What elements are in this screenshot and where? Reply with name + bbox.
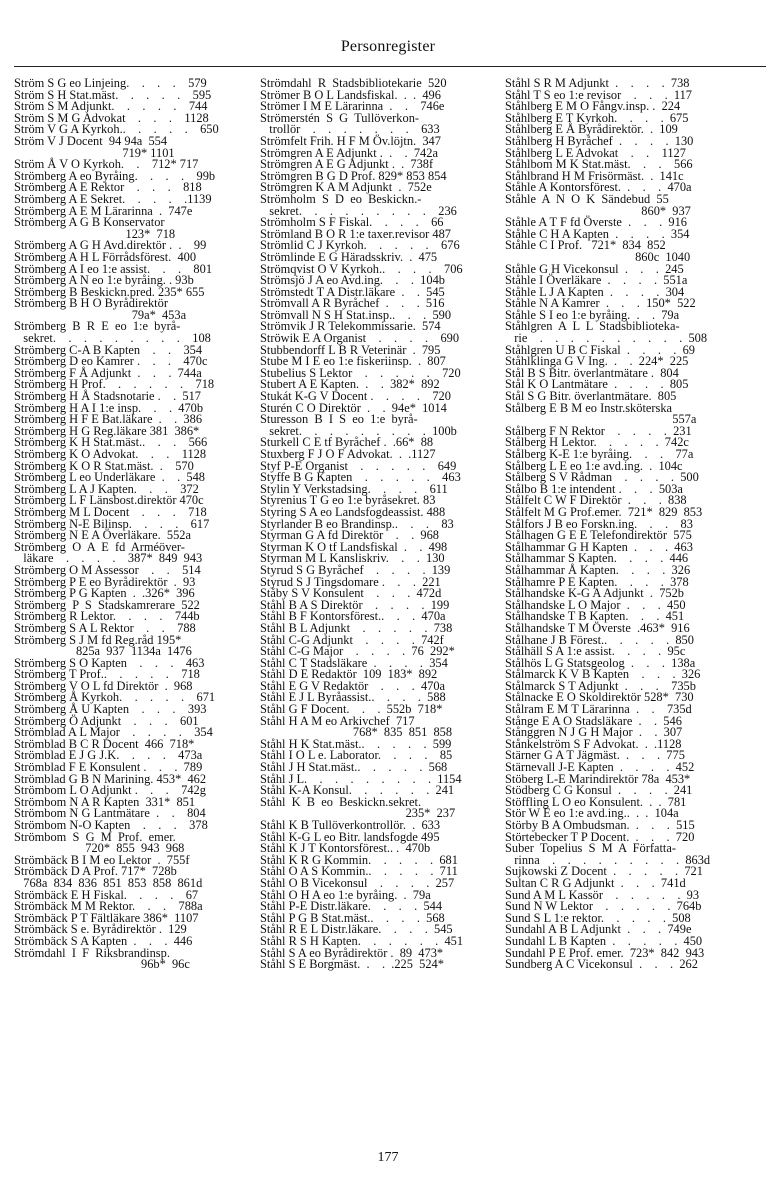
register-entry: Styffe B G Kapten . . . . . 463 [260,470,461,485]
register-entry: Ståhle I Överläkare . . . . 551a [505,273,688,288]
register-entry: Ståhle N A Kamrer . . . 150* 522 [505,296,696,311]
register-entry: 768a 834 836 851 853 858 861d [14,875,203,890]
register-entry: Ståhl H A M eo Arkivchef 717 [260,713,415,728]
register-entry: Strömvall A R Byråchef . . . 516 [260,296,445,311]
register-entry: Ståhl H K Stat.mäst.. . . . . 599 [260,736,452,751]
register-entry: Ståhl O A S Kommin.. . . . . 711 [260,864,458,879]
register-entry: Ståhl K-A Konsul. . . . . . 241 [260,783,455,798]
register-entry: Stålberg S V Rådman . . . . 500 [505,470,699,485]
register-entry: Ståhl J L. . . . . . . . . 1154 [260,771,462,786]
register-entry: Ståhl S R M Adjunkt . . . . 738 [505,76,690,90]
register-entry: 235* 237 [260,806,456,821]
register-entry: Stålhandske T M Överste .463* 916 [505,620,690,635]
register-entry: Strömvik J R Telekommissarie. 574 [260,319,441,334]
register-entry: Ström Å V O Kyrkoh. . 712* 717 [14,157,199,172]
register-entry: Ståhlgren A L L Stadsbiblioteka- [505,319,680,334]
register-entry: Strömberg A N eo 1:e byråing. . 93b [14,273,194,288]
register-entry: Stålhandske K-G A Adjunkt . 752b [505,586,684,601]
register-entry: 768* 835 851 858 [260,725,453,740]
register-entry: rinna . . . . . . . . . 863d [505,852,711,867]
register-entry: Ståhl T S eo 1:e revisor . . . 117 [505,87,692,102]
register-entry: Strömbäck P T Fältläkare 386* 1107 [14,910,199,925]
register-entry: Störby B A Ombudsman. . . . 515 [505,818,695,832]
register-entry: Strömberg B R E eo 1:e byrå- [14,319,181,334]
register-entry: Strömbäck M M Rektor. . . 788a [14,899,203,914]
register-entry: Ståhlberg E M O Fångv.insp. . 224 [505,99,681,114]
register-entry: Styrman K O tf Landsfiskal . . 498 [260,539,448,554]
register-entry: Ståhlklinga G V Ing. . . 224* 225 [505,354,689,369]
register-entry: Strömberg B H O Byrådirektör [14,296,168,311]
register-entry: Ståhl E G V Redaktör . . . 470a [260,678,446,693]
register-entry: Stålhäll S A 1:e assist. . . . 95c [505,644,686,659]
register-entry: Sund S L 1:e rektor. . . . . 508 [505,910,691,925]
register-entry: Strömberg N-E Bilinsp. . . . 617 [14,516,210,531]
register-entry: Ståhl S E Borgmäst. . . .225 524* [260,957,444,972]
register-entry: Ström S M Adjunkt. . . . . 744 [14,99,208,114]
register-entry: Ståhlberg H Byråchef . . . . 130 [505,133,694,148]
register-entry: Stålnacke E O Skoldirektör 528* 730 [505,690,694,705]
register-entry: läkare . . . . 387* 849 943 [14,551,203,566]
register-entry: Strömstedt T A Distr.läkare . . 545 [260,284,445,299]
register-entry: Stålhandske L O Major . . . 450 [505,597,686,612]
register-entry: Strömberg M L Docent . . . 718 [14,504,207,519]
register-entry: Suber Topelius S M A Författa- [505,841,676,856]
register-entry: Strömdahl I F Riksbrandinsp. [14,945,170,960]
register-entry: Stålhammar Å Kapten. . . . 326 [505,562,691,577]
register-entry: Strömberg A E Sekret. . . . .1139 [14,191,212,206]
register-entry: Sundberg A C Vicekonsul . . . 262 [505,957,698,972]
register-entry: Stubelius S Lektor . . . . . 720 [260,365,461,380]
register-entry: Ståhl J H Stat.mäst.. . . . . 568 [260,760,448,775]
register-entry: Strömberg O A E fd Arméöver- [14,539,185,554]
register-entry: rie . . . . . . . . . . 508 [505,331,708,346]
register-entry: Stålfors J B eo Forskn.ing. . . 83 [505,516,693,531]
register-entry: Strömberg P G Kapten . .326* 396 [14,586,195,601]
register-entry: Strömbom L O Adjunkt . . . 742g [14,783,206,798]
register-entry: Strömberg H A I 1:e insp. . . 470b [14,400,204,415]
register-entry: Strömberg V O L fd Direktör . 968 [14,678,193,693]
register-entry: Stånggren N J G H Major . . 307 [505,725,683,740]
register-entry: Sundahl P E Prof. emer. 723* 842 943 [505,945,705,960]
register-entry: Ståhl P G B Stat.mäst.. . . . 568 [260,910,445,925]
register-entry: Strömberg K H Stat.mäst.. . . 566 [14,435,208,450]
register-entry: Stålhane J B Förest.. . . . . 850 [505,632,694,647]
register-entry: Stålberg K-E 1:e byråing. . . 77a [505,447,694,461]
register-entry: Ståhl P-E Distr.läkare. . . . 544 [260,899,443,914]
register-entry: Strömberg F Å Adjunkt . . . 744a [14,365,202,380]
register-entry: Strömberg N E A Överläkare. 552a [14,528,191,543]
register-entry: Ström V J Docent 94 94a 554 [14,133,168,148]
register-entry: Sujkowski Z Docent . . . . . 721 [505,864,703,879]
register-entry: Strömbom N A R Kapten 331* 851 [14,794,196,809]
register-entry: Stylin Y Verkstadsing. . . . 611 [260,481,448,496]
register-entry: Strömberg Ö Adjunkt . . . 601 [14,713,199,728]
register-entry: Strömberg B Beskickn.pred. 235* 655 [14,284,205,299]
page-title: Personregister [340,38,436,55]
register-entry: sekret. . . . . . . . . 236 [260,203,457,218]
register-entry: Strömberg H F E Bat.läkare . . 386 [14,412,203,427]
register-entry: Strömsjö J A eo Avd.ing. . . 104b [260,273,445,288]
register-entry: Strömqvist O V Kyrkoh.. . . . 706 [260,261,463,276]
register-entry: Styrman G A fd Direktör . . 968 [260,528,439,543]
register-entry: Strömblad G B N Marining. 453* 462 [14,771,207,786]
register-column-left [14,78,256,971]
register-entry: 860* 937 [505,203,691,218]
register-entry: Stuxberg F J O F Advokat. . .1127 [260,447,436,461]
register-entry: Ståhl R S H Kapten. . . . . . 451 [260,933,464,948]
register-entry: Strömberg A E M Lärarinna . 747e [14,203,193,218]
register-entry: 123* 718 [14,226,176,241]
register-entry: Strömberg A I eo 1:e assist. . . 801 [14,261,213,276]
register-entry: Styrenius T G eo 1:e byråsekret. 83 [260,493,436,508]
register-entry: Stärner G A T Jägmäst. . . . 775 [505,748,685,763]
register-entry: Strömbäck S e. Byrådirektör . 129 [14,922,187,937]
register-entry: Stärnevall J-E Kapten . . . . 452 [505,760,695,775]
register-entry: Stöberg L-E Marindirektör 78a 453* [505,771,691,786]
register-entry: Strömberg P S Stadskamrerare 522 [14,597,200,612]
register-entry: Ståby S V Konsulent . . . 472d [260,586,442,601]
register-entry: Sturén C O Direktör . . 94e* 1014 [260,400,447,415]
register-entry: Ståhle G H Vicekonsul . . . 245 [505,261,684,276]
register-entry: sekret. . . . . . . . . 100b [260,423,457,438]
register-entry: Stålberg H Lektor. . . . . 742c [505,435,689,450]
register-entry: Ståhle S I eo 1:e byråing. . . 79a [505,307,680,322]
register-entry: Strömer B O L Landsfiskal. . . 496 [260,87,441,102]
register-entry: Ståhlberg L E Advokat . . 1127 [505,145,686,160]
register-entry: Strömblad B C R Docent 466 718* [14,736,195,751]
register-entry: Strömblad F E Konsulent . . . 789 [14,760,203,775]
register-entry: Strömgren B G D Prof. 829* 853 854 [260,168,447,183]
register-entry: Strömbom S G M Prof. emer. [14,829,176,844]
register-entry: Strömvall N S H Stat.insp.. . . 590 [260,307,452,322]
register-entry: Strömland B O R 1:e taxer.revisor 487 [260,226,451,241]
register-entry: 825a 937 1134a 1476 [14,644,192,659]
register-entry: Ståhl O H A eo 1:e byråing. . 79a [260,887,431,902]
register-entry: Ståhlberg E T Kyrkoh. . . . 675 [505,110,689,125]
register-entry: Stålberg F N Rektor . . . . 231 [505,423,692,438]
register-entry: 860c 1040 [505,249,691,264]
register-entry: Ståhl C T Stadsläkare . . . . 354 [260,655,448,670]
register-entry: Ståhl K J T Kontorsförest.. . 470b [260,841,431,856]
register-entry: Styrud S J Tingsdomare . . . 221 [260,574,441,589]
register-entry: Stålberg E B M eo Instr.sköterska [505,400,673,415]
register-entry: Strömberg H G Reg.läkare 381 386* [14,423,200,438]
register-entry: Strömbom N-O Kapten . . . 378 [14,818,208,832]
register-entry: Strömholm S F Fiskal. . . . 66 [260,215,444,230]
register-entry: Ströwik E A Organist . . . . 690 [260,331,460,346]
register-entry: Styrud S G Byråchef . . . . 139 [260,562,451,577]
register-entry: Strömberg A G H Avd.direktör . . 99 [14,238,207,253]
register-entry: Ståhlbrand H M Frisörmäst. . 141c [505,168,684,183]
register-entry: Ståhle L J A Kapten . . . . 304 [505,284,685,299]
register-entry: Stålhandske T B Kapten. . . 451 [505,609,685,624]
register-entry: Stål K O Lantmätare . . . . 805 [505,377,689,392]
register-entry: Strömerstén S G Tullöverkon- [260,110,420,125]
register-entry: 719* 1101 [14,145,175,160]
register-entry: Stör W E eo 1:e avd.ing.. . . 104a [505,806,679,821]
register-entry: Stubbendorff L B R Veterinär . 795 [260,342,441,357]
register-entry: Ståhlgren U B C Fiskal . . . . 69 [505,342,695,357]
register-entry: Ståhl B F Kontorsförest.. . . 470a [260,609,446,624]
register-entry: Strömberg A H L Förrådsförest. 400 [14,249,197,264]
register-entry: Sturesson B I S eo 1:e byrå- [260,412,418,427]
register-entry: trollör . . . . . . . 633 [260,122,440,137]
register-entry: Strömholm S D eo Beskickn.- [260,191,422,206]
register-entry: 557a [505,412,697,427]
register-entry: Ståhl K B eo Beskickn.sekret. [260,794,422,809]
register-entry: Stålmarck S T Adjunkt . . . 735b [505,678,696,693]
register-entry: Stål B S Bitr. överlantmätare . 804 [505,365,679,380]
register-entry: Stålhagen G E E Telefondirektör 575 [505,528,692,543]
register-entry: Strömberg L F Länsbost.direktör 470c [14,493,204,508]
register-entry: Strömblad E J G J.K. . . . 473a [14,748,203,763]
register-entry: Strömberg Å Kyrkoh. . . . . 671 [14,690,216,705]
register-entry: Strömdahl R Stadsbibliotekarie 520 [260,76,447,90]
register-entry: Ström S M G Advokat . . . 1128 [14,110,209,125]
register-entry: Styf P-E Organist . . . . . 649 [260,458,457,473]
register-entry: Styrman M L Kansliskriv. . . 130 [260,551,445,566]
register-entry: Strömberg H Prof. . . . . . 718 [14,377,215,392]
register-entry: Strömberg K O R Stat.mäst. . 570 [14,458,194,473]
register-entry: Ståhl D E Redaktör 109 183* 892 [260,667,438,682]
register-entry: Strömberg S A L Rektor . . 788 [14,620,196,635]
register-entry: Ståhl R E L Distr.läkare. . . . 545 [260,922,453,937]
register-entry: Stube M I E eo 1:e fiskeriinsp. . 807 [260,354,446,369]
register-entry: Strömberg D eo Kamrer . . . 470c [14,354,208,369]
register-entry: Ström S H Stat.mäst. . . . . 595 [14,87,212,102]
register-entry: Strömberg S O Kapten . . . 463 [14,655,205,670]
register-entry: Stålberg L E eo 1:e avd.ing. . 104c [505,458,683,473]
register-entry: Ståhl C-G Adjunkt . . . . 742f [260,632,444,647]
register-entry: Sund A M L Kassör . . . . . 93 [505,887,700,902]
register-entry: Stöffling L O eo Konsulent. . . 781 [505,794,687,809]
register-entry: Sundahl L B Kapten . . . . . 450 [505,933,703,948]
register-entry: Strömgren A E G Adjunkt . . 738f [260,157,434,172]
register-entry: Strömer I M E Lärarinna . . 746e [260,99,445,114]
register-entry: Stål S G Bitr. överlantmätare. 805 [505,389,677,404]
register-entry: Sultan C R G Adjunkt . . . 741d [505,875,686,890]
register-entry: Ståhlbom M K Stat.mäst. . . 566 [505,157,693,172]
register-entry: Stålfelt M G Prof.emer. 721* 829 853 [505,504,703,519]
register-entry: Strömberg T Prof.. . . . . 718 [14,667,200,682]
register-entry: 79a* 453a [14,307,187,322]
register-entry: Strömberg C-A B Kapten . . 354 [14,342,203,357]
register-entry: Strömberg L eo Underläkare . . 548 [14,470,205,485]
register-entry: Störtebecker T P Docent. . . . 720 [505,829,695,844]
register-entry: Strömberg K O Advokat. . . 1128 [14,447,207,461]
register-entry: Sund N W Lektor . . . . . 764b [505,899,702,914]
register-entry: Strömgren K A M Adjunkt . 752e [260,180,432,195]
register-entry: Strömblad A L Major . . . . 354 [14,725,213,740]
register-entry: Stålhös L G Statsgeolog . . . 138a [505,655,696,670]
register-entry: Stålhammar S Kapten. . . . 446 [505,551,689,566]
register-entry: Ståhle A Kontorsförest. . . . 470a [505,180,692,195]
register-entry: Strömbom N G Lantmätare . . 804 [14,806,206,821]
register-entry: Stålhammar G H Kapten . . . 463 [505,539,693,554]
register-entry: Strömberg L A J Kapten. . . 372 [14,481,199,496]
register-entry: Strömberg O M Assessor . . 514 [14,562,201,577]
register-entry: Stubert A E Kapten. . . 382* 892 [260,377,440,392]
register-entry: Strömbäck B I M eo Lektor . 755f [14,852,190,867]
register-entry: Stånge E A O Stadsläkare . . 546 [505,713,682,728]
register-entry: Ståhle C H A Kapten . . . . 354 [505,226,690,241]
register-entry: Strömlinde E G Häradsskriv. . 475 [260,249,438,264]
register-entry: Stålbo B 1:e intendent . . . 503a [505,481,683,496]
register-entry: Ståhl K-G L eo Bitr. landsfogde 495 [260,829,440,844]
register-entry: Ståhl K B Tullöverkontrollör. . 633 [260,818,441,832]
register-entry: Sturkell C E tf Byråchef . .66* 88 [260,435,434,450]
register-entry: Ståhl B L Adjunkt . . . . . 738 [260,620,453,635]
register-entry: Styrlander B eo Brandinsp.. . . 83 [260,516,454,531]
register-entry: Ström V G A Kyrkoh.. . . . . 650 [14,122,219,137]
register-entry: Stålram E M T Lärarinna . . 735d [505,702,692,717]
register-entry: Ståhl E J L Byråassist.. . . . 588 [260,690,446,705]
register-entry: Strömberg A eo Byråing. . . . 99b [14,168,216,183]
register-entry: 720* 855 943 968 [14,841,185,856]
register-entry: Strömberg Å U Kapten . . . 393 [14,702,207,717]
register-column-middle [260,78,502,971]
register-entry: Sundahl A B L Adjunkt . . . 749e [505,922,692,937]
header-rule [14,66,766,67]
register-entry: Strömberg R Lektor. . . . 744b [14,609,200,624]
register-entry: Strömberg H Å Stadsnotarie . . 517 [14,389,201,404]
register-entry: Ståhl S A eo Byrådirektör . 89 473* [260,945,444,960]
register-entry: Strömberg S J M fd Reg.råd 195* [14,632,182,647]
register-entry: Ståhle A N O K Sändebud 55 [505,191,669,206]
page-number: 177 [377,1150,399,1165]
register-entry: Ståhl O B Vicekonsul . . . . 257 [260,875,455,890]
register-entry: Strömberg A E Rektor . . . 818 [14,180,202,195]
register-entry: sekret. . . . . . . . . 108 [14,331,211,346]
register-entry: Ståhl B A S Direktör . . . . 199 [260,597,450,612]
register-entry: Strömberg A G B Konservator [14,215,165,230]
register-entry: Ståhl C-G Major . . . . 76 292* [260,644,455,659]
register-entry: Stålhamre P E Kapten. . . . 378 [505,574,689,589]
register-entry: Strömbäck D A Prof. 717* 728b [14,864,177,879]
register-entry: Strömbäck S A Kapten . . . 446 [14,933,193,948]
register-entry: Stödberg C G Konsul . . . . 241 [505,783,693,798]
register-entry: Strömfelt Frih. H F M Öv.löjtn. 347 [260,133,441,148]
register-entry: Strömgren A E Adjunkt . . . 742a [260,145,438,160]
register-entry: Ståhle C I Prof. 721* 834 852 [505,238,666,253]
register-entry: Strömlid C J Kyrkoh. . . . . 676 [260,238,460,253]
register-entry: Styring S A eo Landsfogdeassist. 488 [260,504,446,519]
register-entry: Stålmarck K V B Kapten . . . 326 [505,667,701,682]
register-entry: Ström S G eo Linjeing. . . . 579 [14,76,207,90]
register-entry: Ståhle A T F fd Överste . . . 916 [505,215,687,230]
register-entry: Ståhl I O L e. Laborator. . . . 85 [260,748,453,763]
register-entry: Ståhl G F Docent. . . 552b 718* [260,702,443,717]
register-entry: Strömbäck E H Fiskal. . . . 67 [14,887,199,902]
register-column-right [505,78,747,971]
register-entry: Stånkelström S F Advokat. . .1128 [505,736,682,751]
register-entry: Ståhlberg E Å Byrådirektör. . 109 [505,122,678,137]
register-entry: Strömberg P E eo Byrådirektör . 93 [14,574,196,589]
register-entry: Ståhl K R G Kommin. . . . . 681 [260,852,458,867]
register-entry: Stukát K-G V Docent . . . . 720 [260,389,451,404]
register-entry: 96b* 96c [14,957,190,972]
register-entry: Stålfelt C W F Direktör . . . 838 [505,493,687,508]
